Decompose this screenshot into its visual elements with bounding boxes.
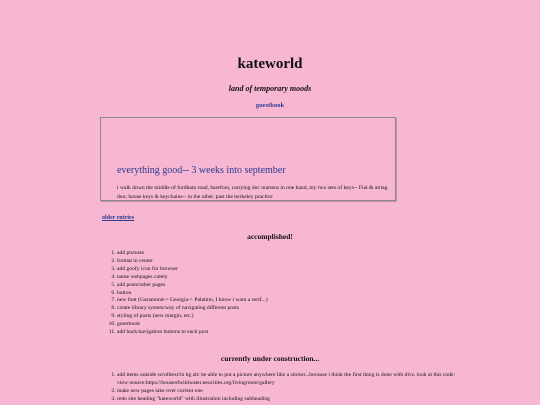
list-item: 2. format in center	[117, 258, 457, 266]
list-item: 6. button	[117, 290, 457, 298]
list-item: 5. add posts/other pages	[117, 282, 457, 290]
list-item: 1. add pictures	[117, 250, 457, 258]
list-item: 1. add items outside scrolltext/in bg alt: be able to put a picture anywhere like a sticker...because i think the first thing is done with divs. look at this code: view-source:https://houseofwildwater.neocities.org/livingroom/gallery	[117, 372, 457, 388]
post-body: i walk down the middle of fordham road, barefoot, carrying doc martens in one hand, my two sets of keys-- Fiat & airtag duo; house keys & keychains-- in the other. past the berkeley practice	[117, 185, 388, 200]
construction-list	[100, 372, 457, 404]
site-title: kateworld	[237, 56, 303, 72]
list-item: 7. new font (Garamond-> Georgia-> Palatino, I know i want a serif...)	[117, 297, 457, 305]
older-entries-link[interactable]: older entries	[102, 215, 135, 221]
post-scrollbox[interactable]	[100, 117, 396, 201]
post-title: everything good-- 3 weeks into september	[117, 165, 286, 176]
list-item: 9. styling of posts (new margin, etc.)	[117, 313, 457, 321]
list-item: 3. add goofy icon for browser	[117, 266, 457, 274]
list-item: 4. name webpages cutely	[117, 274, 457, 282]
site-subtitle: land of temporary moods	[228, 84, 312, 93]
list-item: 10. guestbook	[117, 321, 457, 329]
list-item: 2. make new pages take over current one	[117, 388, 457, 396]
list-item: 11. add back/navigation buttons to each post	[117, 329, 457, 337]
accomplished-list	[100, 250, 457, 337]
list-item: 8. create library system/way of navigating different posts	[117, 305, 457, 313]
guestbook-link[interactable]: guestbook	[255, 102, 285, 109]
list-item: 3. redo site heading "kateworld" with illustration including subheading	[117, 396, 457, 404]
accomplished-heading: accomplished!	[247, 232, 293, 241]
construction-heading: currently under construction...	[220, 354, 320, 363]
